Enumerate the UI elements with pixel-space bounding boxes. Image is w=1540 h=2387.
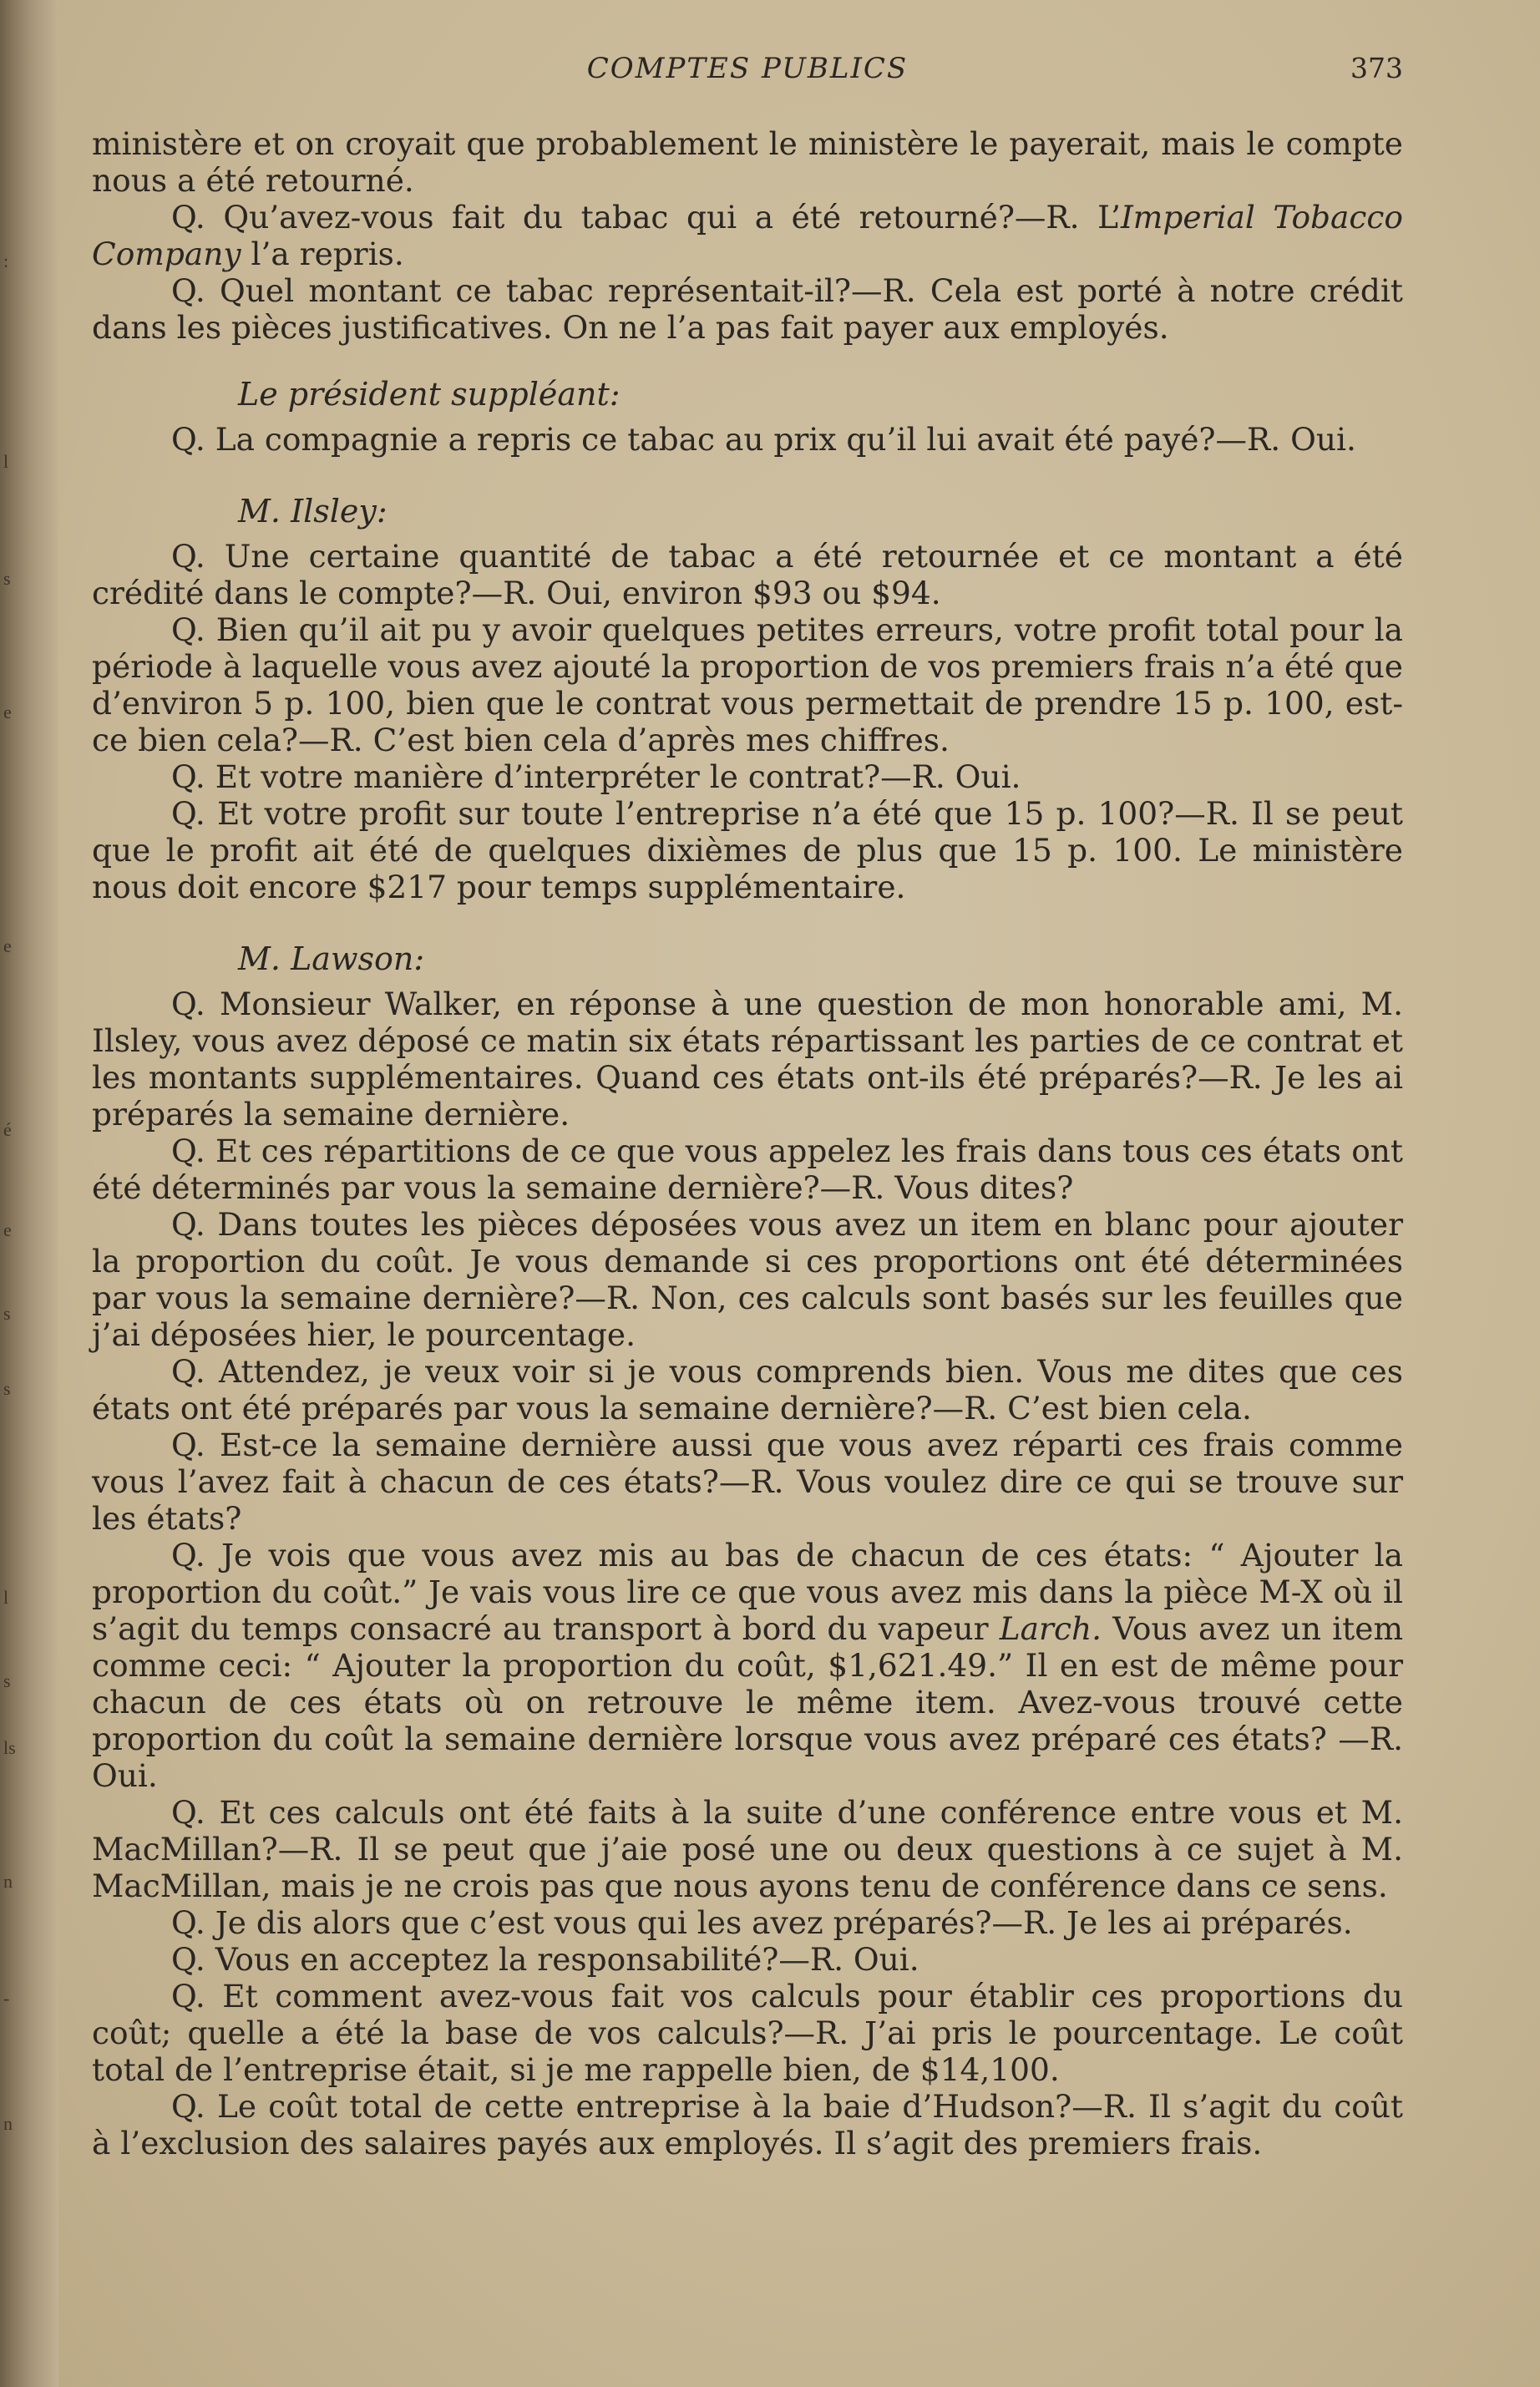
paragraph: Q. Le coût total de cette entreprise à la baie d’Hudson?—R. Il s’agit du coût à l’exclusion des salaires payés aux employés. Il s’agit des premiers frais.	[92, 2088, 1403, 2161]
paragraph: Q. Et votre profit sur toute l’entreprise n’a été que 15 p. 100?—R. Il se peut que le profit ait été de quelques dixièmes de plus que 15 p. 100. Le ministère nous doit encore $217 pour temps supplémentaire.	[92, 795, 1403, 905]
italic-text: Imperial Tobacco Company	[92, 199, 1403, 272]
speaker-heading: M. Lawson:	[238, 940, 425, 977]
paragraph: Q. Et votre manière d’interpréter le contrat?—R. Oui.	[171, 758, 1021, 795]
paragraph-text: Q. Je vois que vous avez mis au bas de chacun de ces états: “ Ajouter la proportion du coût.” Je vais vous lire ce que vous avez mis dans la pièce M-X où il s’agit du temps consacré au transport à bord du vapeur	[92, 1537, 1403, 1647]
paragraph: Q. La compagnie a repris ce tabac au prix qu’il lui avait été payé?—R. Oui.	[171, 421, 1356, 458]
speaker-heading: M. Ilsley:	[238, 493, 388, 530]
paragraph: Q. Et ces répartitions de ce que vous appelez les frais dans tous ces états ont été déterminés par vous la semaine dernière?—R. Vous dites?	[92, 1133, 1403, 1206]
document-body	[92, 125, 1403, 2161]
paragraph: Q. Dans toutes les pièces déposées vous avez un item en blanc pour ajouter la proportion du coût. Je vous demande si ces proportions ont été déterminées par vous la semaine dernière?—R. Non, ces calculs sont basés sur les feuilles que j’ai déposées hier, le pourcentage.	[92, 1206, 1403, 1353]
paragraph: Q. Vous en acceptez la responsabilité?—R. Oui.	[171, 1941, 919, 1978]
paragraph: Q. Et comment avez-vous fait vos calculs pour établir ces proportions du coût; quelle a été la base de vos calculs?—R. J’ai pris le pourcentage. Le coût total de l’entreprise était, si je me rappelle bien, de $14,100.	[92, 1978, 1403, 2088]
paragraph: Q. Quel montant ce tabac représentait-il?—R. Cela est porté à notre crédit dans les pièces justificatives. On ne l’a pas fait payer aux employés.	[92, 272, 1403, 346]
paragraph: Q. Attendez, je veux voir si je vous comprends bien. Vous me dites que ces états ont été préparés par vous la semaine dernière?—R. C’est bien cela.	[92, 1353, 1403, 1427]
paragraph-text: Q. Qu’avez-vous fait du tabac qui a été retourné?—R. L’	[171, 199, 1121, 236]
italic-text: Larch.	[999, 1610, 1102, 1647]
paragraph	[92, 199, 1403, 272]
running-head: COMPTES PUBLICS	[586, 52, 909, 85]
book-gutter	[0, 0, 58, 2387]
paragraph: Q. Et ces calculs ont été faits à la suite d’une conférence entre vous et M. MacMillan?—R. Il se peut que j’aie posé une ou deux questions à ce sujet à M. MacMillan, mais je ne crois pas que nous ayons tenu de conférence dans ce sens.	[92, 1794, 1403, 1904]
paragraph: Q. Une certaine quantité de tabac a été retournée et ce montant a été crédité dans le compte?—R. Oui, environ $93 ou $94.	[92, 538, 1403, 611]
paragraph: Q. Est-ce la semaine dernière aussi que vous avez réparti ces frais comme vous l’avez fait à chacun de ces états?—R. Vous voulez dire ce qui se trouve sur les états?	[92, 1427, 1403, 1537]
speaker-heading: Le président suppléant:	[238, 376, 621, 413]
paragraph: Q. Je dis alors que c’est vous qui les avez préparés?—R. Je les ai préparés.	[171, 1904, 1353, 1941]
facing-page-fragments: : l s e e é e s s l s ls n - n	[3, 251, 16, 2134]
page-header	[92, 52, 1403, 94]
paragraph: ministère et on croyait que probablement le ministère le payerait, mais le compte nous a été retourné.	[92, 125, 1403, 199]
page-number: 373	[1350, 52, 1403, 84]
paragraph	[92, 1537, 1403, 1794]
paragraph: Q. Monsieur Walker, en réponse à une question de mon honorable ami, M. Ilsley, vous avez déposé ce matin six états répartissant les parties de ce contrat et les montants supplémentaires. Quand ces états ont-ils été préparés?—R. Je les ai préparés la semaine dernière.	[92, 986, 1403, 1133]
paragraph-text: Vous avez un item comme ceci: “ Ajouter la proportion du coût, $1,621.49.” Il en est de même pour chacun de ces états où on retrouve le même item. Avez-vous trouvé cette proportion du coût la semaine dernière lorsque vous avez préparé ces états? —R. Oui.	[92, 1610, 1403, 1794]
paragraph-text: l’a repris.	[241, 236, 404, 272]
paragraph: Q. Bien qu’il ait pu y avoir quelques petites erreurs, votre profit total pour la période à laquelle vous avez ajouté la proportion de vos premiers frais n’a été que d’environ 5 p. 100, bien que le contrat vous permettait de prendre 15 p. 100, est-ce bien cela?—R. C’est bien cela d’après mes chiffres.	[92, 611, 1403, 758]
